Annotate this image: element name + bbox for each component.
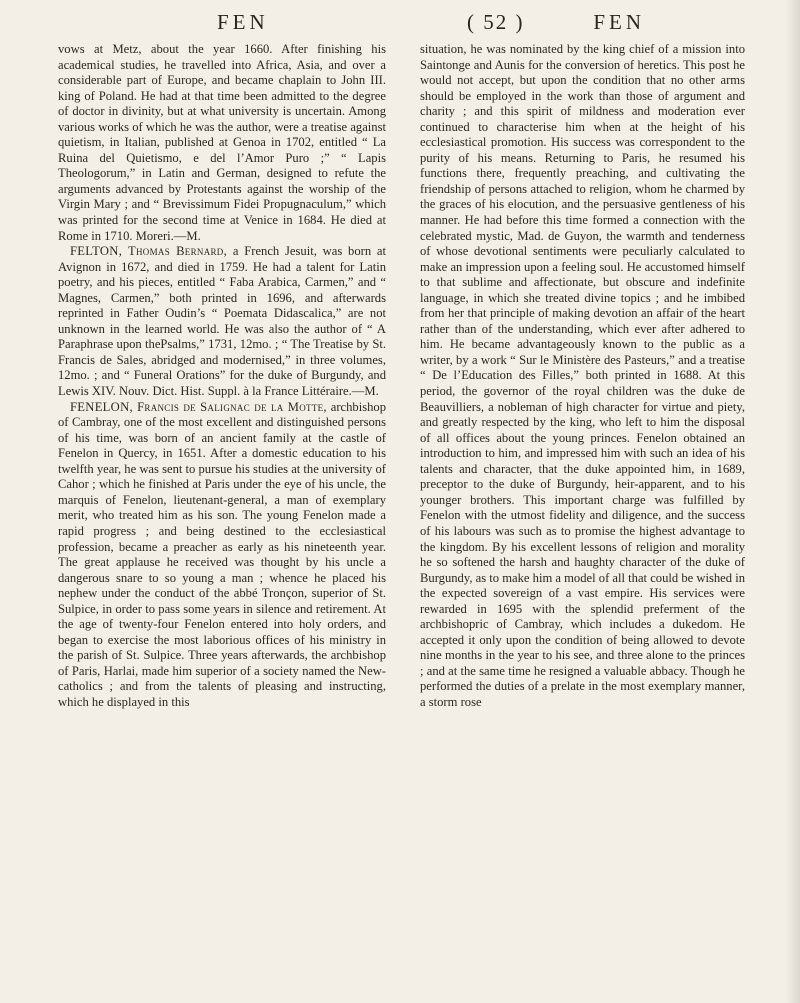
left-column xyxy=(58,42,386,711)
entry-fenelon-continued: situation, he was nominated by the king chief of a mission into Saintonge and Aunis for the conversion of heretics. This post he would not accept, but upon the condition that no other arms should be employed in the work than those of argument and charity ; and this spirit of mildness and moderation ever continued to characterise him when at the height of his ecclesiastical promotion. His success was correspondent to the purity of his means. Returning to Paris, he resumed his functions there, frequently preaching, and cultivating the friendship of persons attached to religion, whom he charmed by the graces of his elocution, and the persuasive gentleness of his manner. He had before this time formed a connection with the celebrated mystic, Mad. de Guyon, the warmth and tenderness of whose devotional sentiments were peculiarly calculated to make an impression upon a feeling soul. He accustomed himself to that sublime and affectionate, but obscure and indefinite language, in which she treated divine topics ; and he imbibed from her that principle of making devotion an affair of the heart rather than of the understanding, which ever after adhered to him. He became advantageously known to the public as a writer, by a work “ Sur le Ministère des Pasteurs,” and a treatise “ De l’Education des Filles,” both printed in 1688. At this period, the governor of the royal children was the duke de Beauvilliers, a nobleman of high character for virtue and piety, and greatly respected by the king, who left to him the disposal of all offices about the young princes. Fenelon obtained an introduction to him, and impressed him with such an idea of his talents and character, that the duke appointed him, in 1689, preceptor to the duke of Burgundy, heir-apparent, and to his younger brothers. This important charge was fulfilled by Fenelon with the utmost fidelity and diligence, and the success of his labours was such as to promise the highest advantage to the kingdom. By his excellent lessons of religion and morality he so softened the harsh and haughty character of the duke of Burgundy, as to make him a model of all that could be wished in the expected sovereign of a vast empire. His services were rewarded in 1695 with the splendid preferment of the archbishopric of Cambray, which includes a dukedom. He accepted it only upon the condition of being allowed to devote nine months in the year to his see, and three alone to the princes ; and at the same time he resigned a valuable abbacy. Though he performed the duties of a prelate in the most exemplary manner, a storm rose xyxy=(420,42,745,709)
page-edge-shadow xyxy=(786,0,800,1003)
right-column xyxy=(420,42,745,711)
header-left: FEN xyxy=(217,10,269,34)
entry-name-felton: FELTON, Thomas Bernard, xyxy=(70,244,228,259)
page-number: ( 52 ) xyxy=(467,10,525,34)
running-header xyxy=(55,10,755,42)
entry-name-fenelon: FENELON, Francis de Salignac de la Motte, xyxy=(70,399,327,414)
entry-fenelon-text: archbishop of Cambray, one of the most excellent and distinguished persons of his time, was born of an ancient family at the castle of Fenelon in Quercy, in 1651. After a domestic education to his twelfth year, he was sent to pursue his studies at the university of Cahor ; which he finished at Paris under the eye of his uncle, the marquis of Fenelon, lieutenant-general, a man of exemplary merit, who treated him as his son. The young Fenelon made a rapid progress ; and being destined to the ecclesiastical profession, became a preacher as early as his nineteenth year. The great applause he received was thought by his uncle a dangerous snare to so young a man ; whence he placed his nephew under the conduct of the abbé Tronçon, superior of St. Sulpice, in order to pass some years in silence and retirement. At the age of twenty-four Fenelon entered into holy orders, and began to exercise the most laborious offices of his ministry in the parish of St. Sulpice. Three years afterwards, the archbishop of Paris, Harlai, made him superior of a society named the New-catholics ; and from the talents of pleasing and instructing, which he displayed in this xyxy=(58,399,387,709)
entry-fenelon xyxy=(58,400,386,711)
entry-fenelli-continued: vows at Metz, about the year 1660. After finishing his academical studies, he travelled into Africa, Asia, and over a considerable part of Europe, and became chaplain to John III. king of Poland. He had at that time been admitted to the degree of doctor in divinity, but at what university is uncertain. Among various works of which he was the author, were a treatise against quietism, in Italian, published at Genoa in 1702, entitled “ La Ruina del Quietismo, e del l’Amor Puro ;” “ Lapis Theologorum,” in Latin and German, designed to refute the arguments advanced by Protestants against the worship of the Virgin Mary ; and “ Brevissimum Fidei Propugnaculum,” which was printed for the second time at Venice in 1684. He died at Rome in 1710. Moreri.—M. xyxy=(58,42,386,243)
entry-felton xyxy=(58,244,386,399)
header-right: FEN xyxy=(593,10,645,34)
entry-felton-text: a French Jesuit, was born at Avignon in 1672, and died in 1759. He had a talent for Latin poetry, and his pieces, entitled “ Faba Arabica, Carmen,” and “ Magnes, Carmen,” both printed in 1696, and afterwards reprinted in Father Oudin’s “ Poemata Didascalica,” are not unknown in the learned world. He was also the author of “ A Paraphrase upon thePsalms,” 1731, 12mo. ; “ The Treatise by St. Francis de Sales, abridged and modernised,” in three volumes, 12mo. ; and “ Funeral Orations” for the duke of Burgundy, and Lewis XIV. Nouv. Dict. Hist. Suppl. à la France Littéraire.—M. xyxy=(58,244,386,399)
